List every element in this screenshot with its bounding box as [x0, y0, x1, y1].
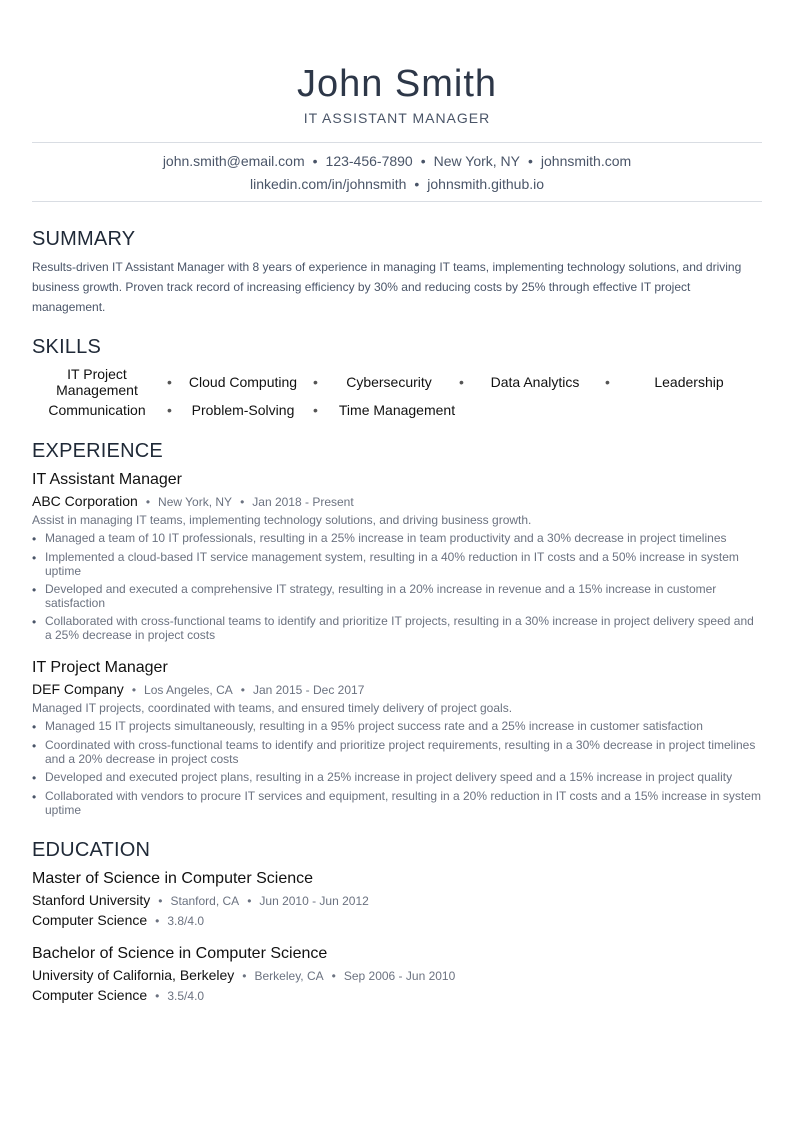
job-bullet	[32, 582, 762, 610]
meta-separator: •	[155, 989, 160, 1003]
contact-phone: 123-456-7890	[325, 153, 413, 169]
contact-separator: •	[414, 176, 420, 192]
skill-separator: •	[167, 402, 172, 418]
experience-heading: EXPERIENCE	[32, 440, 163, 462]
job-dates: Jan 2015 - Dec 2017	[252, 683, 365, 697]
school-location: Berkeley, CA	[254, 969, 324, 983]
contact-line-1	[32, 153, 762, 170]
contact-line-2	[32, 176, 762, 193]
bullet-icon: •	[32, 739, 37, 753]
meta-separator: •	[240, 683, 245, 697]
skill-item: Cloud Computing	[188, 374, 298, 390]
job-dates: Jan 2018 - Present	[252, 495, 354, 509]
job-bullet	[32, 719, 762, 733]
bullet-icon: •	[32, 532, 37, 546]
job-bullet	[32, 550, 762, 578]
skill-separator: •	[605, 374, 610, 390]
candidate-name: John Smith	[296, 63, 498, 105]
school-name: Stanford University	[32, 892, 151, 908]
education-heading: EDUCATION	[32, 839, 151, 861]
bullet-text: Managed a team of 10 IT professionals, resulting in a 25% increase in team productivity and a 30% decrease in project timelines	[45, 531, 727, 545]
bullet-icon: •	[32, 615, 37, 629]
bullet-icon: •	[32, 771, 37, 785]
degree-title: Bachelor of Science in Computer Science	[32, 945, 328, 962]
job-bullet	[32, 738, 762, 766]
meta-separator: •	[155, 914, 160, 928]
job-bullet	[32, 770, 762, 784]
contact-location: New York, NY	[433, 153, 520, 169]
candidate-role: IT ASSISTANT MANAGER	[303, 110, 491, 126]
bullet-text: Managed 15 IT projects simultaneously, resulting in a 95% project success rate and a 25% increase in customer satisfaction	[45, 719, 703, 733]
meta-separator: •	[240, 495, 245, 509]
contact-separator: •	[312, 153, 318, 169]
job-meta	[32, 681, 364, 699]
job-company: DEF Company	[32, 681, 124, 697]
contact-email[interactable]: john.smith@email.com	[162, 153, 305, 169]
job-title: IT Assistant Manager	[32, 471, 182, 488]
field-of-study: Computer Science	[32, 912, 148, 928]
job-location: Los Angeles, CA	[144, 683, 233, 697]
education-dates: Jun 2010 - Jun 2012	[259, 894, 369, 908]
meta-separator: •	[145, 495, 151, 509]
bullet-icon: •	[32, 720, 37, 734]
degree-title: Master of Science in Computer Science	[32, 870, 314, 887]
bullet-text: Collaborated with cross-functional teams to identify and prioritize IT projects, resulting in a 30% increase in project delivery speed and a 25% decrease in project costs	[45, 614, 754, 642]
skills-heading: SKILLS	[32, 336, 102, 358]
skill-item: Time Management	[338, 402, 456, 418]
skill-separator: •	[313, 402, 318, 418]
bullet-text: Developed and executed project plans, resulting in a 25% increase in project delivery speed and a 15% increase in project quality	[45, 770, 733, 784]
contact-github[interactable]: johnsmith.github.io	[427, 176, 545, 192]
skill-item: IT Project Management	[56, 366, 138, 398]
skill-separator: •	[459, 374, 464, 390]
job-bullet	[32, 789, 762, 817]
education-dates: Sep 2006 - Jun 2010	[343, 969, 456, 983]
skill-item: Communication	[48, 402, 146, 418]
skill-separator: •	[313, 374, 318, 390]
summary-text: Results-driven IT Assistant Manager with 8 years of experience in managing IT teams, implementing technology solutions, and driving business growth. Proven track record of increasing efficiency by 30% and reducing costs by 25% through effective IT project management.	[32, 260, 742, 314]
skill-item: Cybersecurity	[346, 374, 432, 390]
job-meta	[32, 493, 354, 511]
job-company: ABC Corporation	[32, 493, 138, 509]
education-meta	[32, 967, 455, 985]
education-meta	[32, 892, 369, 910]
meta-separator: •	[242, 969, 247, 983]
skill-item: Problem-Solving	[191, 402, 295, 418]
meta-separator: •	[331, 969, 336, 983]
bullet-icon: •	[32, 583, 37, 597]
job-bullet	[32, 614, 762, 642]
header-divider-top	[32, 142, 762, 143]
meta-separator: •	[158, 894, 163, 908]
education-field	[32, 912, 204, 930]
contact-separator: •	[528, 153, 533, 169]
bullet-text: Implemented a cloud-based IT service management system, resulting in a 40% reduction in IT costs and a 50% increase in system uptime	[45, 550, 739, 578]
bullet-text: Coordinated with cross-functional teams to identify and prioritize project requirements, resulting in a 30% decrease in project timelines and a 20% decrease in project costs	[45, 738, 756, 766]
bullet-icon: •	[32, 790, 37, 804]
contact-linkedin[interactable]: linkedin.com/in/johnsmith	[249, 176, 407, 192]
bullet-icon: •	[32, 551, 37, 565]
school-name: University of California, Berkeley	[32, 967, 235, 983]
education-field	[32, 987, 204, 1005]
job-description: Managed IT projects, coordinated with teams, and ensured timely delivery of project goals.	[32, 701, 513, 715]
gpa: 3.8/4.0	[167, 914, 205, 928]
contact-website[interactable]: johnsmith.com	[540, 153, 632, 169]
contact-separator: •	[420, 153, 426, 169]
gpa: 3.5/4.0	[167, 989, 205, 1003]
bullet-text: Developed and executed a comprehensive IT strategy, resulting in a 20% increase in revenue and a 15% increase in customer satisfaction	[45, 582, 717, 610]
job-location: New York, NY	[158, 495, 233, 509]
meta-separator: •	[247, 894, 252, 908]
field-of-study: Computer Science	[32, 987, 148, 1003]
job-description: Assist in managing IT teams, implementing technology solutions, and driving business growth.	[32, 513, 532, 527]
skill-item: Data Analytics	[490, 374, 580, 390]
meta-separator: •	[131, 683, 137, 697]
skill-item: Leadership	[654, 374, 724, 390]
school-location: Stanford, CA	[170, 894, 240, 908]
summary-heading: SUMMARY	[32, 228, 136, 250]
job-title: IT Project Manager	[32, 659, 168, 676]
skill-separator: •	[167, 374, 172, 390]
header-divider-bottom	[32, 201, 762, 202]
bullet-text: Collaborated with vendors to procure IT services and equipment, resulting in a 20% reduction in IT costs and a 15% increase in system uptime	[45, 789, 761, 817]
job-bullet	[32, 531, 762, 545]
